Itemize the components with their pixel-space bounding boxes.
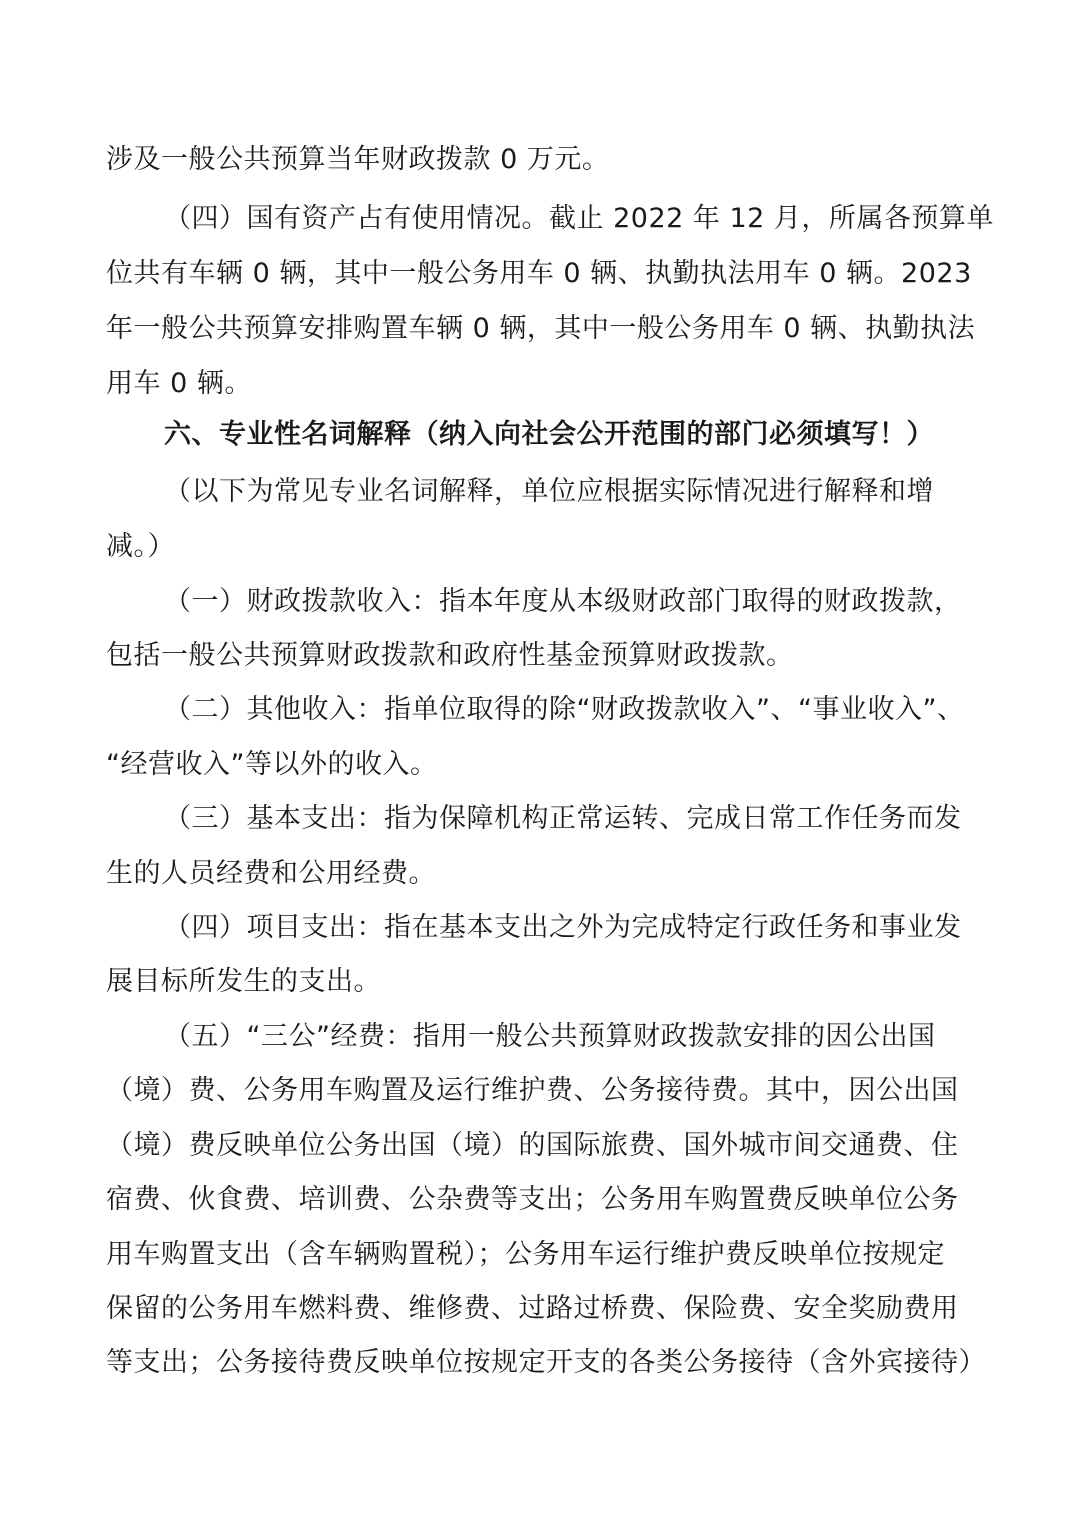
- body-text-line: 用车购置支出（含车辆购置税）；公务用车运行维护费反映单位按规定: [106, 1239, 945, 1270]
- body-text-line: 宿费、伙食费、培训费、公杂费等支出；公务用车购置费反映单位公务: [106, 1184, 959, 1215]
- definition-paragraph-line: （五）“三公”经费：指用一般公共预算财政拨款安排的因公出国: [164, 1021, 936, 1052]
- body-text-line: 包括一般公共预算财政拨款和政府性基金预算财政拨款。: [106, 640, 794, 671]
- definition-paragraph-line: （四）项目支出：指在基本支出之外为完成特定行政任务和事业发: [164, 912, 962, 943]
- body-text-line: 涉及一般公共预算当年财政拨款 0 万元。: [106, 144, 610, 175]
- body-text-line: 等支出；公务接待费反映单位按规定开支的各类公务接待（含外宾接待）: [106, 1347, 986, 1378]
- body-text-line: “经营收入”等以外的收入。: [106, 749, 438, 780]
- body-text-line: 位共有车辆 0 辆，其中一般公务用车 0 辆、执勤执法用车 0 辆。2023: [106, 258, 972, 289]
- body-text-line: 减。）: [106, 531, 175, 562]
- section-paragraph-line: （四）国有资产占有使用情况。截止 2022 年 12 月，所属各预算单: [164, 203, 994, 234]
- body-text-line: （境）费、公务用车购置及运行维护费、公务接待费。其中，因公出国: [106, 1075, 959, 1106]
- body-text-line: 用车 0 辆。: [106, 368, 252, 399]
- body-text-line: 生的人员经费和公用经费。: [106, 858, 436, 889]
- definition-paragraph-line: （二）其他收入：指单位取得的除“财政拨款收入”、“事业收入”、: [164, 694, 965, 725]
- body-text-line: 展目标所发生的支出。: [106, 966, 381, 997]
- note-paragraph-line: （以下为常见专业名词解释，单位应根据实际情况进行解释和增: [164, 476, 934, 507]
- definition-paragraph-line: （一）财政拨款收入：指本年度从本级财政部门取得的财政拨款，: [164, 586, 962, 617]
- body-text-line: （境）费反映单位公务出国（境）的国际旅费、国外城市间交通费、住: [106, 1130, 959, 1161]
- definition-paragraph-line: （三）基本支出：指为保障机构正常运转、完成日常工作任务而发: [164, 803, 962, 834]
- body-text-line: 年一般公共预算安排购置车辆 0 辆，其中一般公务用车 0 辆、执勤执法: [106, 313, 976, 344]
- body-text-line: 保留的公务用车燃料费、维修费、过路过桥费、保险费、安全奖励费用: [106, 1293, 959, 1324]
- section-heading: 六、专业性名词解释（纳入向社会公开范围的部门必须填写！）: [164, 419, 934, 450]
